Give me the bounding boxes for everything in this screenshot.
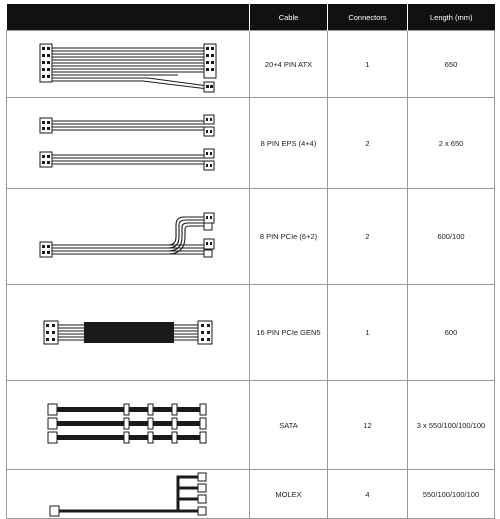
cell-length: 650 — [408, 31, 495, 98]
table-row — [7, 31, 495, 98]
table-row — [7, 381, 495, 470]
table-row — [7, 98, 495, 189]
atx-cable-icon — [28, 34, 228, 94]
header-length: Length (mm) — [408, 4, 495, 31]
cell-connectors: 12 — [328, 381, 408, 470]
cable-image-cell — [7, 470, 250, 519]
gen5-cable-icon — [28, 303, 228, 363]
header-connectors: Connectors — [328, 4, 408, 31]
cell-length: 600 — [408, 285, 495, 381]
cell-cable-name: 20+4 PIN ATX — [250, 31, 328, 98]
cell-connectors: 1 — [328, 285, 408, 381]
pcie-cable-icon — [28, 197, 228, 277]
cell-connectors: 2 — [328, 98, 408, 189]
cell-cable-name: MOLEX — [250, 470, 328, 519]
cell-cable-name: SATA — [250, 381, 328, 470]
cable-image-cell — [7, 285, 250, 381]
cable-image-cell — [7, 31, 250, 98]
cell-length: 2 x 650 — [408, 98, 495, 189]
cell-length: 550/100/100/100 — [408, 470, 495, 519]
cable-spec-sheet — [6, 4, 494, 499]
molex-cable-icon — [28, 471, 228, 517]
cell-connectors: 4 — [328, 470, 408, 519]
cell-connectors: 1 — [328, 31, 408, 98]
cable-image-cell — [7, 98, 250, 189]
cable-image-cell — [7, 189, 250, 285]
table-row — [7, 189, 495, 285]
cell-cable-name: 16 PIN PCIe GEN5 — [250, 285, 328, 381]
table-header-row — [7, 4, 495, 31]
cell-length: 3 x 550/100/100/100 — [408, 381, 495, 470]
table-row — [7, 470, 495, 519]
header-image-cell — [7, 4, 250, 31]
sata-cable-icon — [28, 395, 228, 455]
cell-cable-name: 8 PIN PCIe (6+2) — [250, 189, 328, 285]
cable-table — [6, 4, 495, 519]
cell-cable-name: 8 PIN EPS (4+4) — [250, 98, 328, 189]
cell-length: 600/100 — [408, 189, 495, 285]
table-row — [7, 285, 495, 381]
eps-cable-icon — [28, 103, 228, 183]
cable-image-cell — [7, 381, 250, 470]
cell-connectors: 2 — [328, 189, 408, 285]
header-cable: Cable — [250, 4, 328, 31]
